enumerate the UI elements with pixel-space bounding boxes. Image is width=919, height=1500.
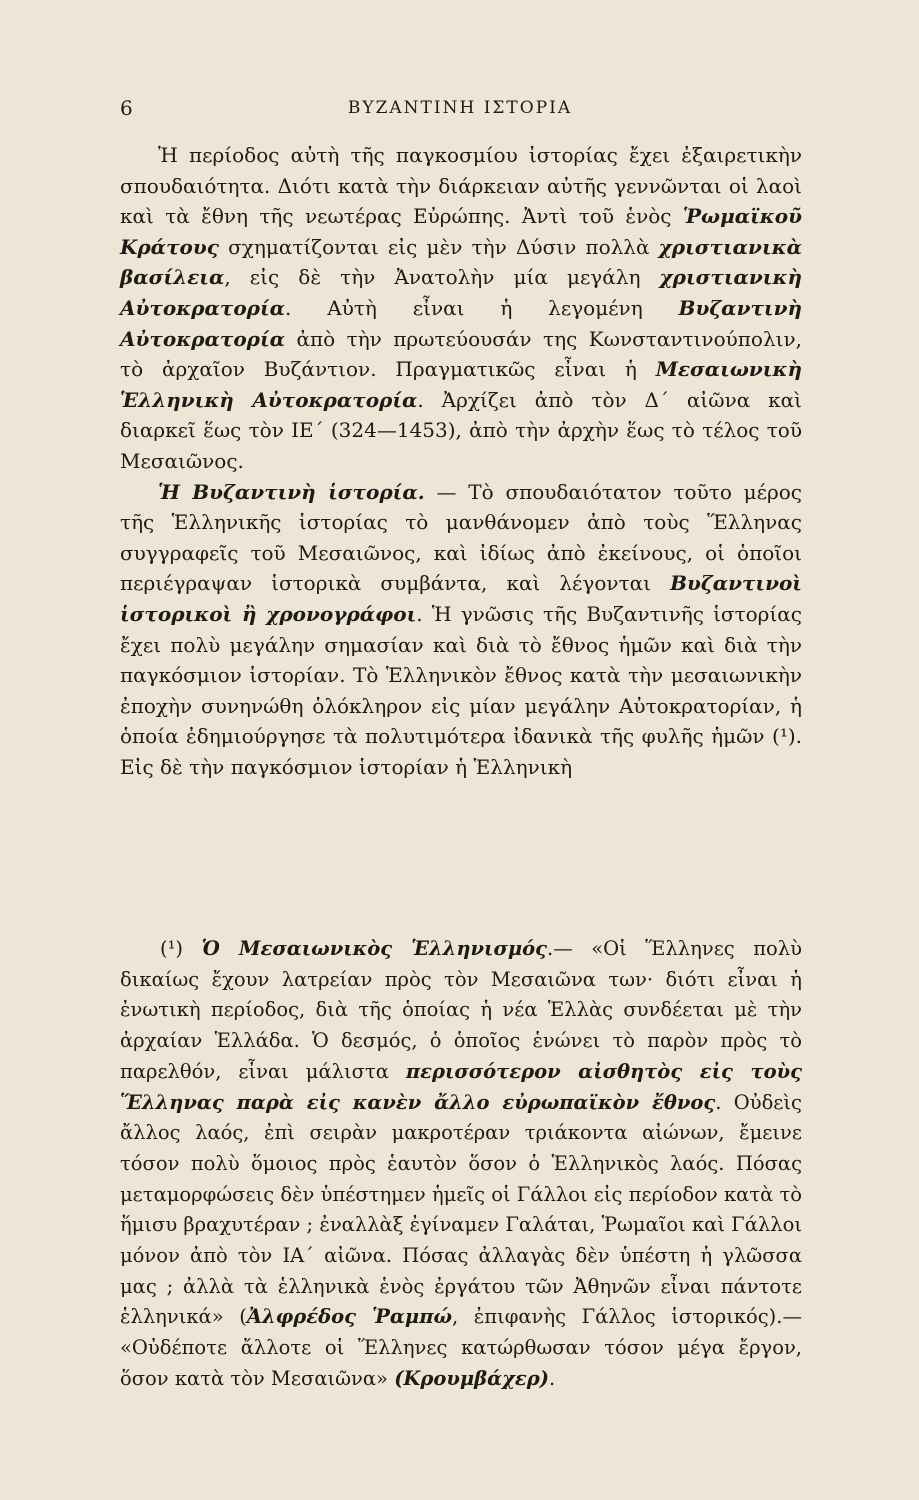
text-run: , ἐπιφανὴς Γάλλος ἱστορικός).— «Οὐδέποτε ἄλλοτε οἱ Ἕλληνες κατώρθωσαν τόσον μέγα ἔργον, ὅσον κατὰ τὸν Μεσαιῶνα» [120, 1305, 802, 1390]
text-run: σχηματίζονται εἰς μὲν τὴν Δύσιν πολλὰ [218, 234, 659, 259]
emphasis-roman-state: Ῥωμαϊκοῦ Κράτους [120, 204, 802, 259]
text-run: ἀπὸ τὴν πρωτεύουσάν της Κωνσταντινούπολιν, τὸ ἀρχαῖον Βυζάντιον. Πραγματικῶς εἶναι ἡ [120, 326, 802, 382]
section-heading: Ἡ Βυζαντινὴ ἱστορία. [158, 479, 425, 504]
page-number: 6 [120, 96, 133, 120]
text-run: . Αὐτὴ εἶναι ἡ λεγομένη [285, 295, 679, 320]
text-run: , εἰς δὲ τὴν Ἀνατολὴν μία μεγάλη [224, 265, 660, 290]
emphasis-historians: Βυζαντινοὶ ἱστορικοὶ ἢ χρονογράφοι [120, 571, 802, 626]
footnote-title: Ὁ Μεσαιωνικὸς Ἑλληνισμός [201, 937, 547, 960]
main-text [120, 140, 802, 782]
text-run: . Οὐδεὶς ἄλλος λαός, ἐπὶ σειρὰν μακροτέραν τριάκοντα αἰώνων, ἔμεινε τόσον πολὺ ὅμοιος πρὸς ἑαυτὸν ὅσον ὁ Ἑλληνικὸς λαός. Πόσας μεταμορφώσεις δὲν ὑπέστημεν ἡμεῖς οἱ Γάλλοι εἰς περίοδον κατὰ τὸ ἥμισυ βραχυτέραν ; ἐναλλὰξ ἐγίναμεν Γαλάται, Ῥωμαῖοι καὶ Γάλλοι μόνον ἀπὸ τὸν ΙΑ΄ αἰῶνα. Πόσας ἀλλαγὰς δὲν ὑπέστη ἡ γλῶσσα μας ; ἀλλὰ τὰ ἑλληνικὰ ἑνὸς ἐργάτου τῶν Ἀθηνῶν εἶναι πάντοτε ἑλληνικά» ( [120, 1090, 802, 1329]
emphasis-christian-kingdoms: χριστιανικὰ βασίλεια [120, 234, 802, 290]
text-run: . [548, 1366, 556, 1390]
emphasis-byzantine-empire: Βυζαντινὴ Αὐτοκρατορία [120, 295, 802, 351]
author-name: Ἀλφρέδος Ῥαμπώ [246, 1305, 453, 1329]
emphasis-quote: περισσότερον αἰσθητὸς εἰς τοὺς Ἕλληνας παρὰ εἰς κανὲν ἄλλο εὐρωπαϊκὸν ἔθνος [120, 1059, 802, 1114]
text-run: — Τὸ σπουδαιότατον τοῦτο μέρος τῆς Ἑλληνικῆς ἱστορίας τὸ μανθάνομεν ἀπὸ τοὺς Ἕλληνας συγγραφεῖς τοῦ Μεσαιῶνος, καὶ ἰδίως ἀπὸ ἐκείνους, οἱ ὁποῖοι περιέγραψαν ἱστορικὰ συμβάντα, καὶ λέγονται [120, 479, 803, 596]
footnote-marker: (¹) [160, 937, 184, 960]
page-header [120, 96, 800, 126]
emphasis-medieval-greek-empire: Μεσαιωνικὴ Ἑλληνικὴ Αὐτοκρατορία [120, 357, 802, 412]
emphasis-christian-empire: χριστιανικὴ Αὐτοκρατορία [120, 265, 802, 320]
text-run: Ἡ περίοδος αὐτὴ τῆς παγκοσμίου ἱστορίας ἔχει ἐξαιρετικὴν σπουδαιότητα. Διότι κατὰ τὴν διάρκειαν αὐτῆς γεννῶνται οἱ λαοὶ καὶ τὰ ἔθνη τῆς νεωτέρας Εὐρώπης. Ἀντὶ τοῦ ἑνὸς [120, 143, 802, 229]
text-run: .— «Οἱ Ἕλληνες πολὺ δικαίως ἔχουν λατρείαν πρὸς τὸν Μεσαιῶνα των· διότι εἶναι ἡ ἐνωτικὴ περίοδος, διὰ τῆς ὁποίας ἡ νέα Ἑλλὰς συνδέεται μὲ τὴν ἀρχαίαν Ἑλλάδα. Ὁ δεσμός, ὁ ὁποῖος ἑνώνει τὸ παρὸν πρὸς τὸ παρελθόν, εἶναι μάλιστα [120, 937, 802, 1083]
footnote [120, 934, 802, 1395]
paragraph-byzantine-history [120, 477, 802, 783]
running-title: ΒΥΖΑΝΤΙΝΗ ΙΣΤΟΡΙΑ [347, 98, 573, 118]
text-run: . Ἡ γνῶσις τῆς Βυζαντινῆς ἱστορίας ἔχει πολὺ μεγάλην σημασίαν καὶ διὰ τὸ ἔθνος ἡμῶν καὶ διὰ τὴν παγκόσμιον ἱστορίαν. Τὸ Ἑλληνικὸν ἔθνος κατὰ τὴν μεσαιωνικὴν ἐποχὴν συνηνώθη ὁλόκληρον εἰς μίαν μεγάλην Αὐτοκρατορίαν, ἡ ὁποία ἐδημιούργησε τὰ πολυτιμότερα ἰδανικὰ τῆς φυλῆς ἡμῶν [120, 601, 802, 749]
text-run: . Εἰς δὲ τὴν παγκόσμιον ἱστορίαν ἡ Ἑλληνικὴ [120, 724, 802, 779]
footnote-reference: (¹) [772, 724, 796, 749]
author-name: (Κρουμβάχερ) [394, 1366, 549, 1390]
text-run: . Ἀρχίζει ἀπὸ τὸν Δ΄ αἰῶνα καὶ διαρκεῖ ἕως τὸν ΙΕ΄ (324—1453), ἀπὸ τὴν ἀρχὴν ἕως τὸ τέλος τοῦ Μεσαιῶνος. [120, 387, 802, 473]
paragraph-intro [120, 140, 802, 477]
footnote-paragraph [120, 934, 802, 1395]
